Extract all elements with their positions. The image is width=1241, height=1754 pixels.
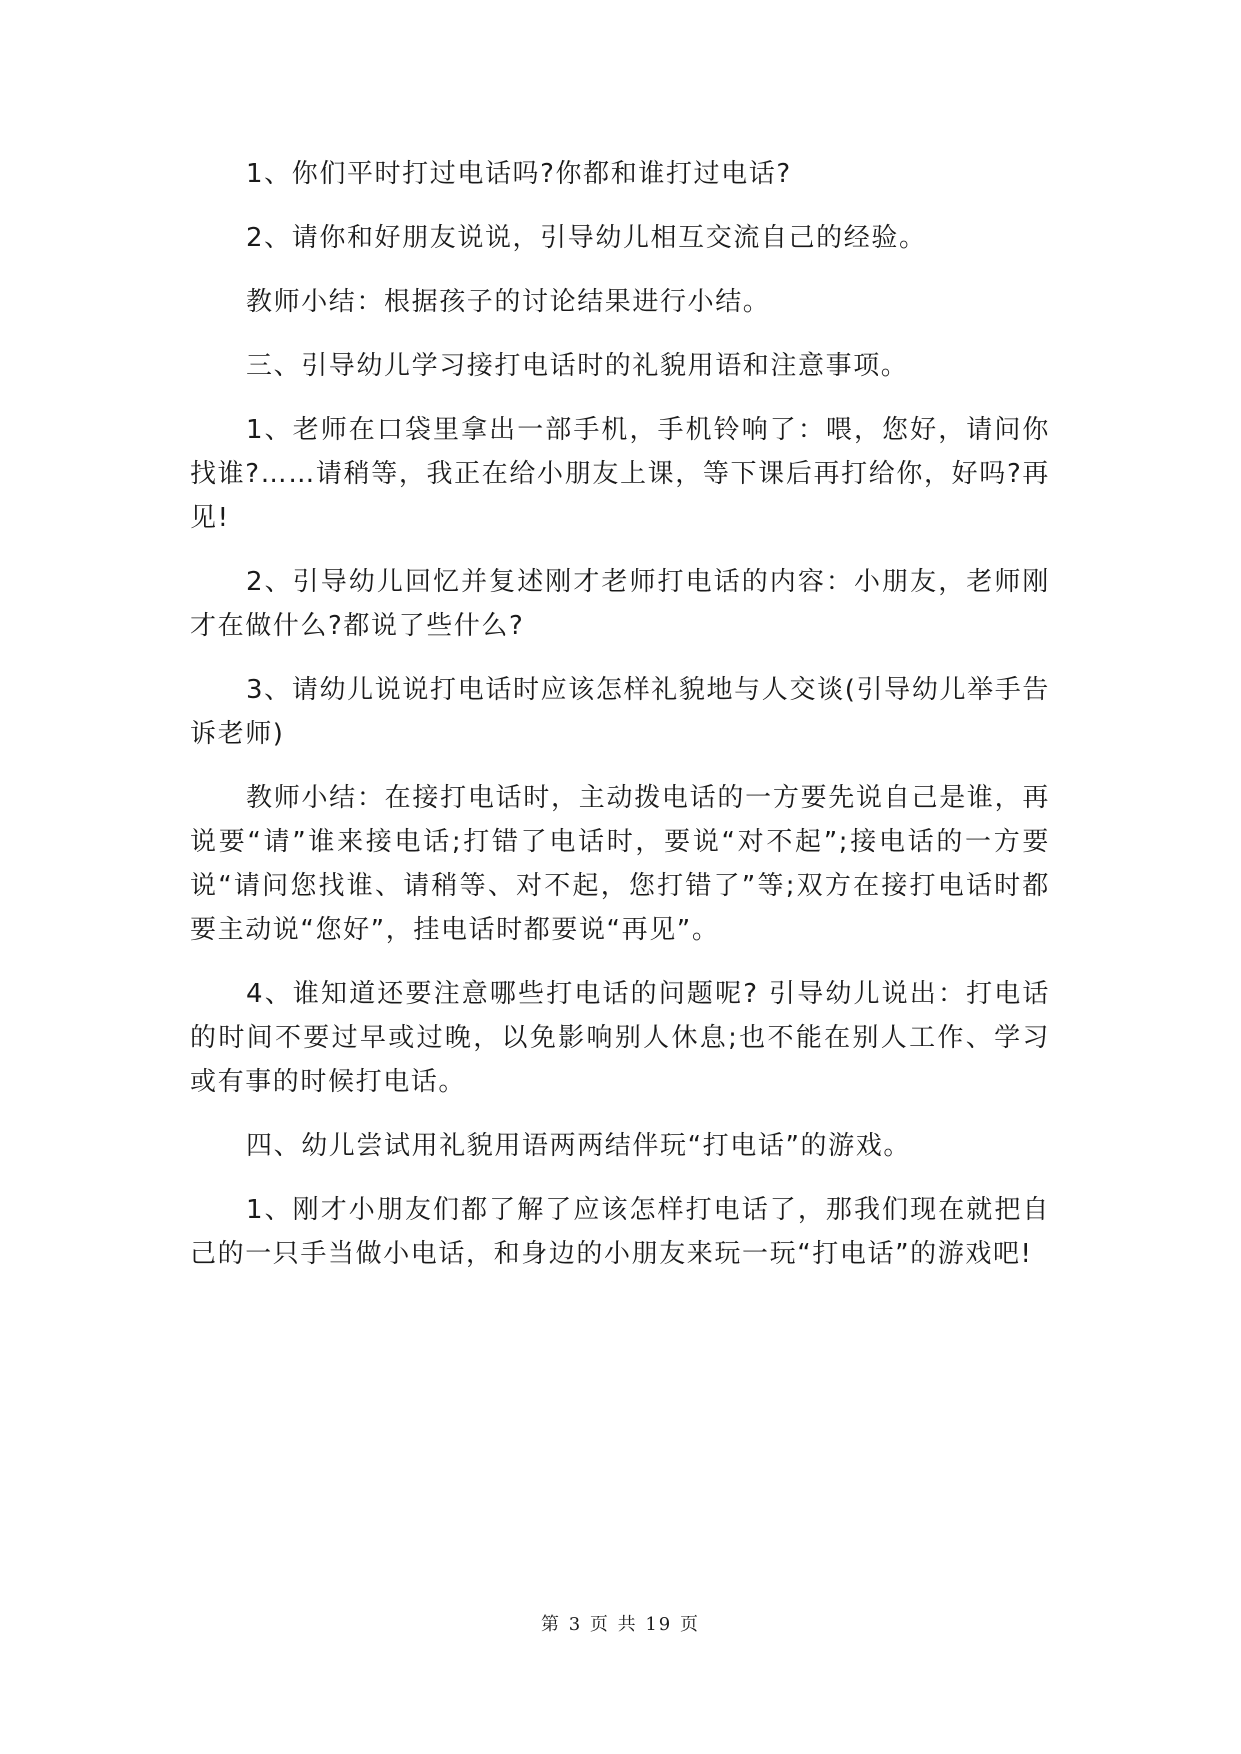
paragraph-8: 教师小结：在接打电话时，主动拨电话的一方要先说自己是谁，再说要“请”谁来接电话;打错了电话时，要说“对不起”;接电话的一方要说“请问您找谁、请稍等、对不起，您打错了”等;双方在接打电话时都要主动说“您好”，挂电话时都要说“再见”。 (190, 783, 1050, 945)
paragraph-3: 教师小结：根据孩子的讨论结果进行小结。 (246, 287, 771, 317)
paragraph-9: 4、谁知道还要注意哪些打电话的问题呢? 引导幼儿说出：打电话的时间不要过早或过晚，以免影响别人休息;也不能在别人工作、学习或有事的时候打电话。 (190, 979, 1050, 1097)
document-body (190, 152, 1050, 1276)
paragraph-2: 2、请你和好朋友说说，引导幼儿相互交流自己的经验。 (246, 223, 927, 253)
paragraph-10: 四、幼儿尝试用礼貌用语两两结伴玩“打电话”的游戏。 (246, 1131, 911, 1161)
paragraph-1: 1、你们平时打过电话吗?你都和谁打过电话? (246, 159, 792, 189)
paragraph-4: 三、引导幼儿学习接打电话时的礼貌用语和注意事项。 (246, 351, 909, 381)
paragraph-7: 3、请幼儿说说打电话时应该怎样礼貌地与人交谈(引导幼儿举手告诉老师) (190, 675, 1050, 749)
page-number-footer: 第 3 页 共 19 页 (541, 1614, 700, 1635)
paragraph-11: 1、刚才小朋友们都了解了应该怎样打电话了，那我们现在就把自己的一只手当做小电话，和身边的小朋友来玩一玩“打电话”的游戏吧! (190, 1195, 1050, 1269)
paragraph-6: 2、引导幼儿回忆并复述刚才老师打电话的内容：小朋友，老师刚才在做什么?都说了些什么? (190, 567, 1050, 641)
paragraph-5: 1、老师在口袋里拿出一部手机，手机铃响了：喂，您好，请问你找谁?……请稍等，我正在给小朋友上课，等下课后再打给你，好吗?再见! (190, 415, 1050, 533)
